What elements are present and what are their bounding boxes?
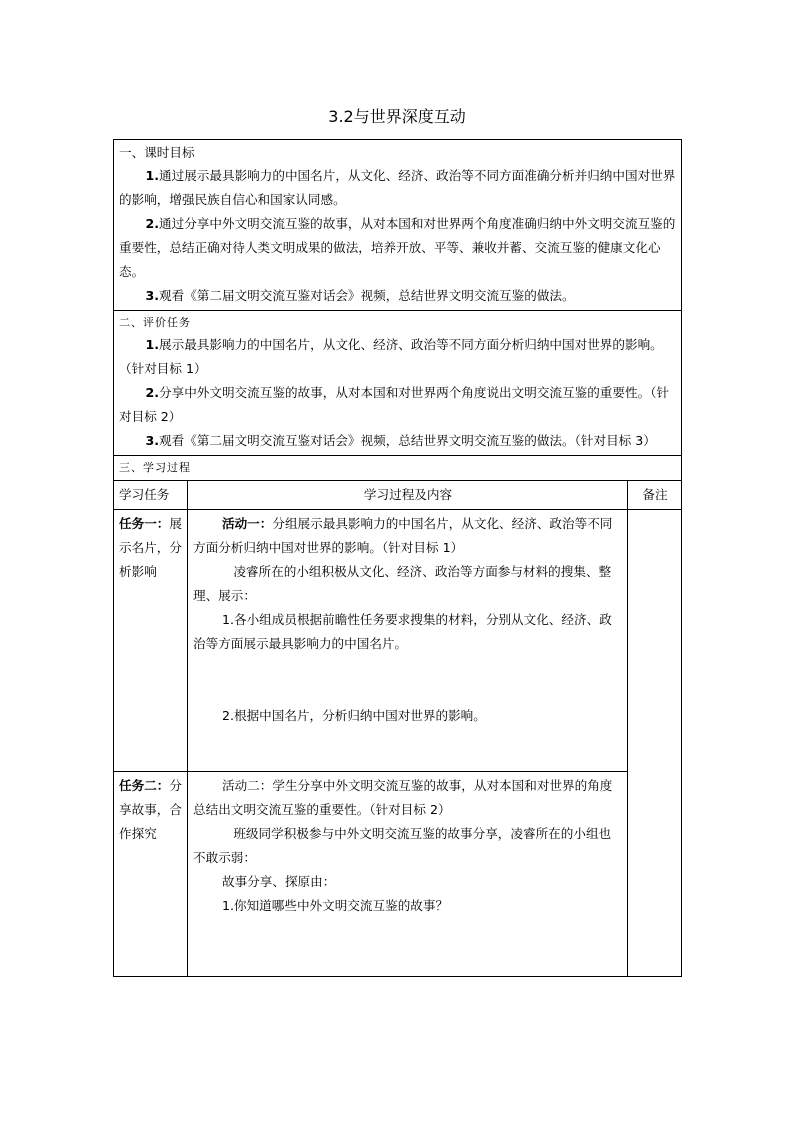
assessment-item-3 [119, 429, 677, 453]
column-header-task: 学习任务 [114, 481, 188, 510]
task1-name-cell [114, 510, 188, 772]
objective-item-2 [119, 212, 677, 284]
assessment-row [114, 311, 682, 456]
objective-text: 观看《第二届文明交流互鉴对话会》视频，总结世界文明交流互鉴的做法。 [159, 288, 575, 303]
process-header-row [114, 481, 682, 510]
assessment-text: 分享中外文明交流互鉴的故事，从对本国和对世界两个角度说出文明交流互鉴的重要性。（针对目标 2） [119, 385, 670, 424]
lesson-plan-table [113, 139, 682, 977]
activity2: 活动二：学生分享中外文明交流互鉴的故事，从对本国和对世界的角度总结出文明交流互鉴的重要性。（针对目标 2） [193, 778, 613, 817]
process-heading-row [114, 456, 682, 481]
task1-row [114, 510, 682, 772]
task2-sub: 故事分享、探原由： [221, 874, 336, 889]
task2-title: 分享故事，合作探究 [119, 778, 182, 841]
objective-num: 3. [145, 288, 160, 303]
assessment-item-1 [119, 333, 677, 381]
objective-text: 通过分享中外文明交流互鉴的故事，从对本国和对世界两个角度准确归纳中外文明交流互鉴的重要性，总结正确对待人类文明成果的做法，培养开放、平等、兼收并蓄、交流互鉴的健康文化心态。 [119, 216, 676, 279]
assessment-text: 观看《第二届文明交流互鉴对话会》视频，总结世界文明交流互鉴的做法。（针对目标 3） [159, 433, 656, 448]
column-header-note: 备注 [628, 481, 682, 510]
assessment-item-2 [119, 381, 677, 429]
objective-item-3 [119, 284, 677, 308]
page-title: 3.2与世界深度互动 [328, 107, 466, 126]
activity1-label: 活动一： [221, 516, 273, 531]
task1-step2: 2.根据中国名片，分析归纳中国对世界的影响。 [221, 708, 486, 723]
process-heading: 三、学习过程 [119, 461, 191, 474]
assessment-num: 1. [145, 337, 160, 352]
objectives-cell [114, 140, 682, 311]
assessment-num: 2. [145, 385, 160, 400]
note-cell [628, 510, 682, 977]
assessment-heading: 二、评价任务 [119, 316, 191, 329]
task2-name-cell [114, 772, 188, 977]
objective-num: 2. [145, 216, 160, 231]
process-heading-cell [114, 456, 682, 481]
assessment-num: 3. [145, 433, 160, 448]
objective-item-1 [119, 164, 677, 212]
objectives-row [114, 140, 682, 311]
objective-text: 通过展示最具影响力的中国名片，从文化、经济、政治等不同方面准确分析并归纳中国对世界的影响，增强民族自信心和国家认同感。 [119, 168, 676, 207]
objective-num: 1. [145, 168, 160, 183]
column-header-process: 学习过程及内容 [188, 481, 628, 510]
task2-row [114, 772, 682, 977]
task2-label: 任务二： [119, 778, 170, 793]
task1-label: 任务一： [119, 516, 170, 531]
assessment-text: 展示最具影响力的中国名片，从文化、经济、政治等不同方面分析归纳中国对世界的影响。（针对目标 1） [119, 337, 663, 376]
activity1-text: 分组展示最具影响力的中国名片，从文化、经济、政治等不同方面分析归纳中国对世界的影响。（针对目标 1） [193, 516, 613, 555]
task1-title: 展示名片，分析影响 [119, 516, 182, 579]
task2-content-cell [188, 772, 628, 977]
task1-step1: 1.各小组成员根据前瞻性任务要求搜集的材料，分别从文化、经济、政治等方面展示最具影响力的中国名片。 [193, 612, 612, 651]
task2-intro: 班级同学积极参与中外文明交流互鉴的故事分享，凌睿所在的小组也不敢示弱： [193, 826, 612, 865]
task2-question1: 1.你知道哪些中外文明交流互鉴的故事？ [221, 898, 449, 913]
activity1 [193, 512, 623, 560]
objectives-heading: 一、课时目标 [119, 145, 195, 160]
task1-intro: 凌睿所在的小组积极从文化、经济、政治等方面参与材料的搜集、整理、展示： [193, 564, 612, 603]
assessment-cell [114, 311, 682, 456]
answer-space [193, 656, 623, 704]
task1-content-cell [188, 510, 628, 772]
